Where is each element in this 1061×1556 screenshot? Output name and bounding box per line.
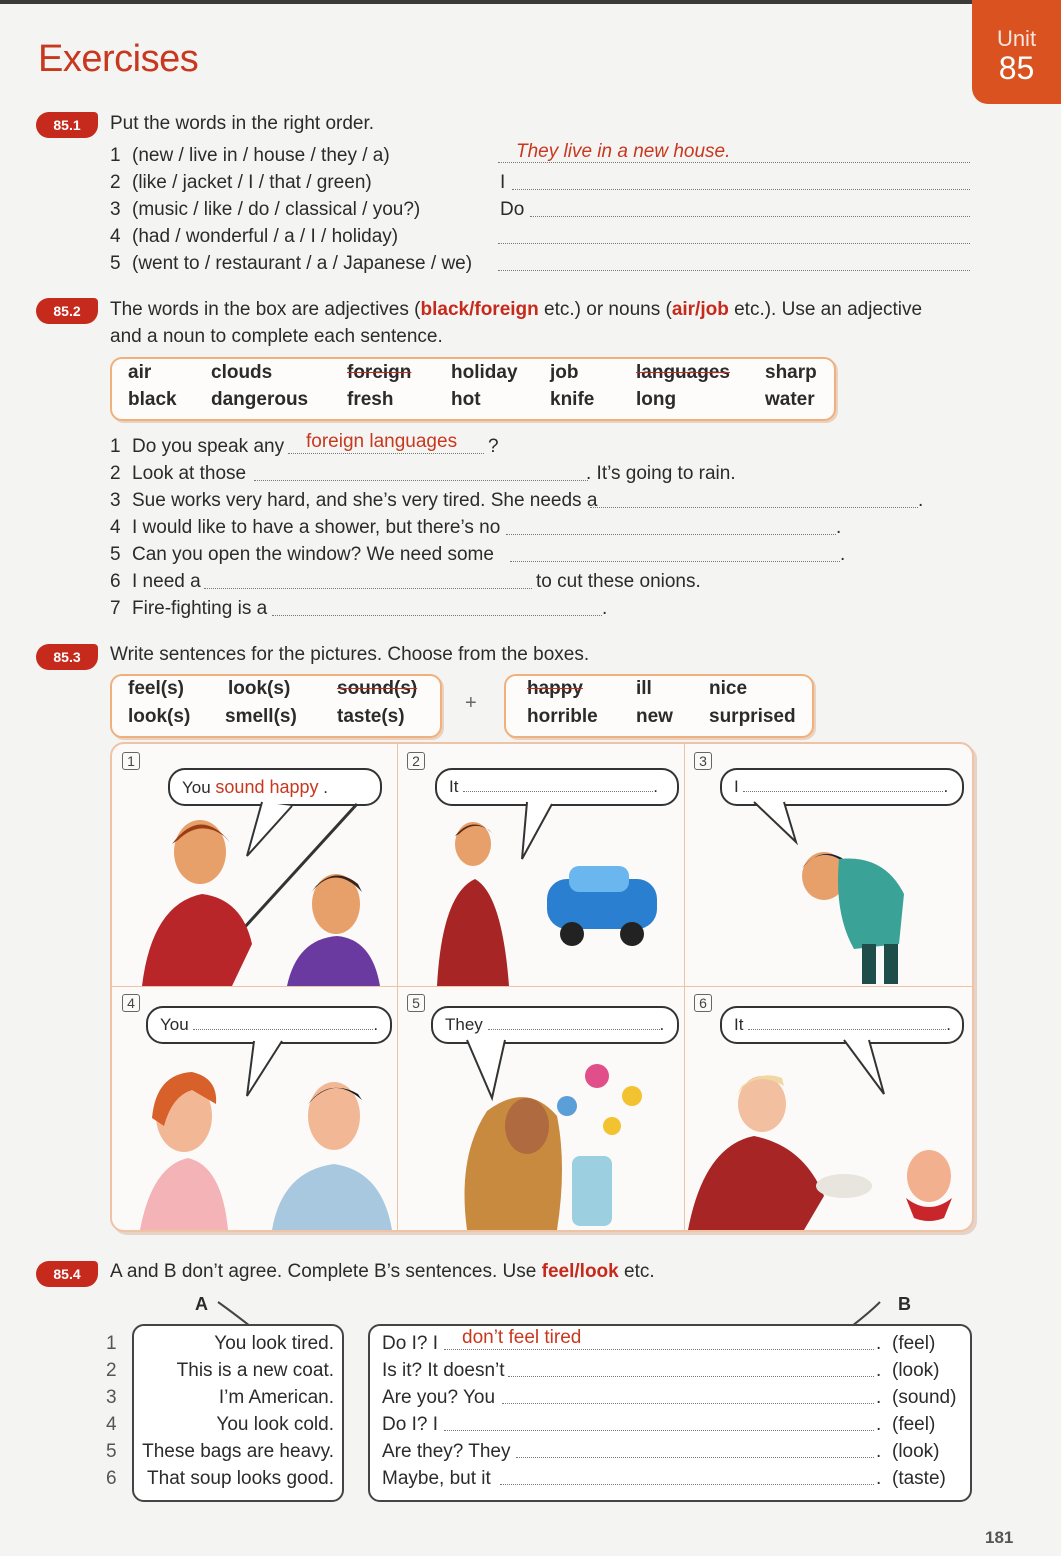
verb-hint: (sound) (892, 1387, 957, 1408)
verb-hint: (taste) (892, 1468, 946, 1489)
exercise-instruction: The words in the box are adjectives (black/foreign etc.) or nouns (air/job etc.). Use an adjective (110, 299, 923, 320)
picture-number: 6 (694, 994, 712, 1012)
list-item: 7 Fire-fighting is a (110, 598, 268, 619)
word-tastes: taste(s) (337, 706, 405, 727)
row-end: . (876, 1468, 882, 1489)
page-title: Exercises (38, 38, 199, 80)
answer-line[interactable] (502, 1403, 874, 1404)
word-sounds-crossed: sound(s) (337, 678, 418, 699)
plus-sign: + (465, 692, 477, 714)
sentence-end: ? (488, 436, 499, 457)
word-surprised: surprised (709, 706, 796, 727)
mother-feeding-baby-illustration (684, 986, 972, 1230)
speaker-b-line: Is it? It doesn’t (382, 1360, 505, 1381)
exercise-instruction: Put the words in the right order. (110, 113, 375, 134)
picture-number: 4 (122, 994, 140, 1012)
word-looks: look(s) (128, 706, 191, 727)
speech-bubble[interactable]: You . (146, 1006, 392, 1044)
word-looks: look(s) (228, 678, 291, 699)
exercise-badge-85-2: 85.2 (36, 298, 98, 324)
surprised-people-illustration (112, 986, 397, 1230)
woman-and-car-illustration (397, 744, 684, 986)
list-item: 2 (like / jacket / I / that / green) (110, 172, 372, 193)
row-end: . (876, 1333, 882, 1354)
answer-line[interactable] (498, 270, 970, 271)
picture-cell-6 (684, 986, 972, 1230)
speech-bubble[interactable]: You sound happy . (168, 768, 382, 806)
answer-line[interactable] (444, 1349, 874, 1350)
speaker-a-label: A (195, 1294, 208, 1314)
speech-bubble[interactable]: They . (431, 1006, 679, 1044)
picture-cell-1 (112, 744, 398, 987)
verb-hint: (look) (892, 1441, 940, 1462)
row-number: 6 (106, 1468, 117, 1489)
picture-grid (110, 742, 974, 1232)
word-ill: ill (636, 678, 652, 699)
list-item: 1 Do you speak any (110, 436, 285, 457)
row-end: . (876, 1387, 882, 1408)
page-number: 181 (985, 1528, 1014, 1547)
answer-line[interactable] (590, 507, 918, 508)
speaker-a-line: These bags are heavy. (142, 1441, 334, 1462)
verb-hint: (look) (892, 1360, 940, 1381)
word-knife: knife (550, 389, 595, 410)
speaker-b-line: Do I? I (382, 1414, 438, 1435)
word-foreign-crossed: foreign (347, 362, 412, 383)
picture-number: 5 (407, 994, 425, 1012)
word-languages-crossed: languages (636, 362, 730, 383)
list-item: 3 (music / like / do / classical / you?) (110, 199, 421, 220)
speaker-a-line: I’m American. (218, 1387, 334, 1408)
row-number: 3 (106, 1387, 117, 1408)
verb-hint: (feel) (892, 1414, 936, 1435)
word-black: black (128, 389, 177, 410)
sentence-end: . (840, 544, 846, 565)
sick-boy-illustration (684, 744, 972, 986)
unit-label: Unit (996, 26, 1037, 51)
speech-bubble[interactable]: I . (720, 768, 964, 806)
picture-cell-3 (684, 744, 972, 987)
answer-prefix: I (500, 172, 506, 193)
exercise-instruction: Write sentences for the pictures. Choose from the boxes. (110, 644, 590, 665)
speaker-a-line: That soup looks good. (147, 1468, 334, 1489)
exercise-instruction-line2: and a noun to complete each sentence. (110, 326, 443, 347)
answer-line[interactable] (508, 1376, 874, 1377)
answer-prefix: Do (500, 199, 525, 220)
speaker-a-line: You look cold. (216, 1414, 334, 1435)
answer-line[interactable] (204, 588, 532, 589)
word-job: job (550, 362, 579, 383)
answer-line[interactable] (254, 480, 588, 481)
unit-number: 85 (998, 50, 1035, 86)
word-happy-crossed: happy (527, 678, 583, 699)
answer-line[interactable] (272, 615, 602, 616)
answer-text: foreign languages (306, 431, 458, 452)
picture-cell-5 (397, 986, 685, 1230)
speaker-b-label: B (898, 1294, 911, 1314)
people-on-phone-illustration (112, 744, 397, 986)
speaker-a-line: You look tired. (214, 1333, 334, 1354)
row-end: . (876, 1414, 882, 1435)
answer-line[interactable] (506, 534, 836, 535)
word-air: air (128, 362, 152, 383)
word-fresh: fresh (347, 389, 394, 410)
list-item: 4 I would like to have a shower, but there’s no (110, 517, 501, 538)
answer-line[interactable] (498, 243, 970, 244)
verb-hint: (feel) (892, 1333, 936, 1354)
answer-line[interactable] (288, 453, 484, 454)
sentence-end: . It’s going to rain. (586, 463, 736, 484)
list-item: 5 (went to / restaurant / a / Japanese / we) (110, 253, 473, 274)
picture-cell-2 (397, 744, 685, 987)
sentence-end: to cut these onions. (536, 571, 701, 592)
row-number: 1 (106, 1333, 117, 1354)
answer-line[interactable] (512, 189, 970, 190)
list-item: 3 Sue works very hard, and she’s very tired. She needs a (110, 490, 598, 511)
word-hot: hot (451, 389, 481, 410)
list-item: 2 Look at those (110, 463, 247, 484)
picture-number: 1 (122, 752, 140, 770)
row-end: . (876, 1441, 882, 1462)
exercise-badge-85-3: 85.3 (36, 644, 98, 670)
word-smells: smell(s) (225, 706, 297, 727)
speech-bubble[interactable]: It . (435, 768, 679, 806)
word-dangerous: dangerous (211, 389, 309, 410)
speech-bubble[interactable]: It . (720, 1006, 964, 1044)
unit-tab (972, 0, 1061, 104)
row-number: 5 (106, 1441, 117, 1462)
speaker-a-line: This is a new coat. (176, 1360, 334, 1381)
picture-number: 2 (407, 752, 425, 770)
sentence-end: . (602, 598, 608, 619)
word-water: water (765, 389, 815, 410)
answer-text: don’t feel tired (462, 1327, 582, 1348)
answer-line[interactable] (500, 1484, 874, 1485)
sentence-end: . (836, 517, 842, 538)
word-holiday: holiday (451, 362, 518, 383)
word-feels: feel(s) (128, 678, 184, 699)
list-item: 1 (new / live in / house / they / a) (110, 145, 390, 166)
row-number: 2 (106, 1360, 117, 1381)
word-long: long (636, 389, 677, 410)
answer-line[interactable] (444, 1430, 874, 1431)
woman-with-flowers-illustration (397, 986, 684, 1230)
answer-line[interactable] (530, 216, 970, 217)
word-horrible: horrible (527, 706, 598, 727)
list-item: 4 (had / wonderful / a / I / holiday) (110, 226, 399, 247)
word-nice: nice (709, 678, 748, 699)
speaker-b-line: Are they? They (382, 1441, 511, 1462)
row-number: 4 (106, 1414, 117, 1435)
exercise-instruction: A and B don’t agree. Complete B’s sentences. Use feel/look etc. (110, 1261, 655, 1282)
answer-text: They live in a new house. (516, 141, 731, 162)
speaker-b-line: Do I? I (382, 1333, 438, 1354)
answer-line[interactable] (510, 561, 840, 562)
list-item: 5 Can you open the window? We need some (110, 544, 494, 565)
speaker-b-line: Are you? You (382, 1387, 496, 1408)
answer-line[interactable] (516, 1457, 874, 1458)
word-clouds: clouds (211, 362, 273, 383)
picture-cell-4 (112, 986, 398, 1230)
list-item: 6 I need a (110, 571, 201, 592)
speaker-b-line: Maybe, but it (382, 1468, 491, 1489)
top-rule (0, 0, 1061, 4)
row-end: . (876, 1360, 882, 1381)
word-new: new (636, 706, 673, 727)
picture-number: 3 (694, 752, 712, 770)
exercise-badge-85-4: 85.4 (36, 1261, 98, 1287)
word-sharp: sharp (765, 362, 817, 383)
exercise-badge-85-1: 85.1 (36, 112, 98, 138)
sentence-end: . (918, 490, 924, 511)
